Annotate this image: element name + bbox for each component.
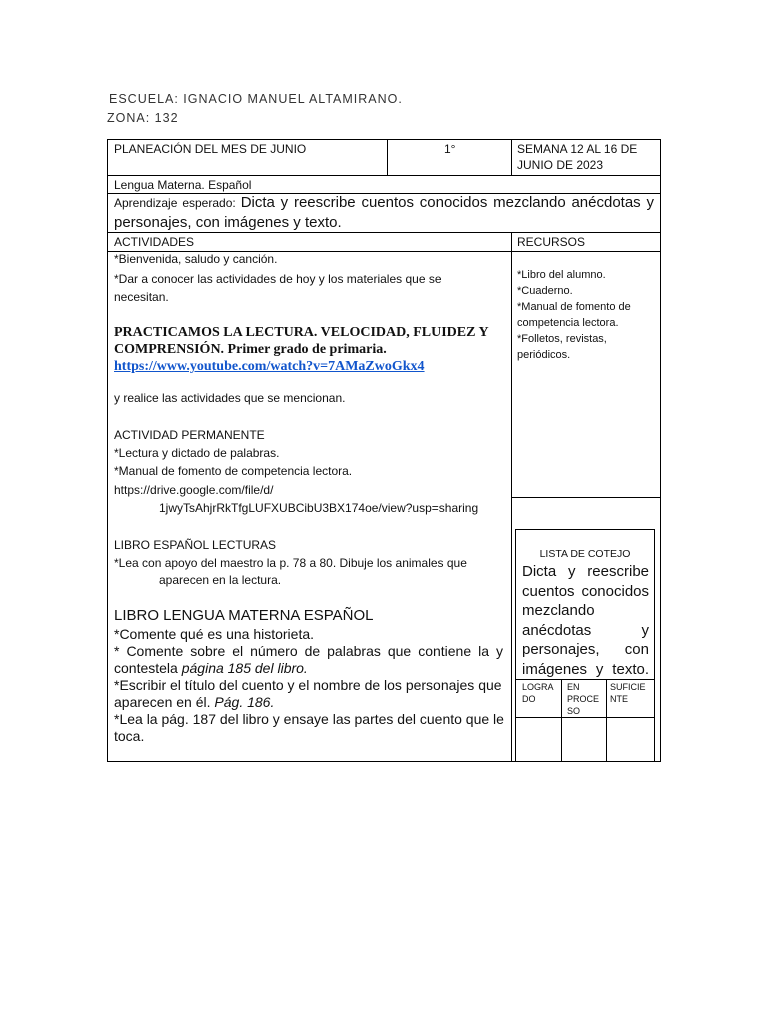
lengua-item-4a: *Lea la pág. 187 del libro y ensaye las partes del cuento que le — [114, 711, 504, 727]
lengua-item-3a: *Escribir el título del cuento y el nombre de los personajes que — [114, 677, 502, 693]
lengua-item-4b: toca. — [114, 728, 145, 744]
checklist — [515, 529, 655, 762]
activity-intro-2: necesitan. — [114, 290, 169, 304]
resources-list — [517, 267, 631, 363]
planning-table — [107, 139, 661, 762]
resource-item: *Folletos, revistas, — [517, 333, 607, 345]
col-suficiente: SUFICIE NTE — [610, 682, 646, 704]
lengua-title: LIBRO LENGUA MATERNA ESPAÑOL — [114, 607, 374, 624]
activity-realice: y realice las actividades que se mencionan. — [114, 391, 346, 405]
resource-item: *Manual de fomento de — [517, 301, 631, 313]
expected-learning-text: Dicta y reescribe cuentos conocidos mezclando anécdotas y personajes, con imágenes y texto. — [114, 194, 654, 231]
drive-link-2[interactable]: 1jwyTsAhjrRkTfgLUFXUBCibU3BX174oe/view?usp=sharing — [159, 501, 479, 515]
grade: 1° — [444, 142, 456, 156]
checklist-title: LISTA DE COTEJO — [539, 548, 631, 560]
activity-welcome: *Bienvenida, saludo y canción. — [114, 252, 278, 266]
lecturas-line-1: *Lea con apoyo del maestro la p. 78 a 80. Dibuje los animales que — [114, 556, 467, 570]
school-name: ESCUELA: IGNACIO MANUEL ALTAMIRANO. — [109, 92, 403, 106]
resource-item: *Libro del alumno. — [517, 269, 606, 281]
expected-learning — [114, 193, 654, 233]
lecturas-line-2: aparecen en la lectura. — [159, 573, 282, 587]
col-actividades: ACTIVIDADES — [114, 235, 195, 249]
expected-learning-label: Aprendizaje esperado: — [114, 196, 236, 210]
permanent-title: ACTIVIDAD PERMANENTE — [114, 428, 265, 442]
resource-item: periódicos. — [517, 349, 571, 361]
resource-item: *Cuaderno. — [517, 285, 573, 297]
lengua-item-1: *Comente qué es una historieta. — [114, 626, 315, 642]
checklist-description: Dicta y reescribe cuentos conocidos mezclando anécdotas y personajes, con imágenes y texto. — [522, 563, 649, 678]
practice-title-2: COMPRENSIÓN. Primer grado de primaria. — [114, 342, 387, 357]
col-logrado: LOGRA DO — [522, 682, 554, 704]
permanent-item-1: *Lectura y dictado de palabras. — [114, 446, 280, 460]
drive-link-1[interactable]: https://drive.google.com/file/d/ — [114, 483, 274, 497]
week-line1: SEMANA 12 AL 16 DE — [517, 142, 638, 156]
lengua-item-3b: aparecen en él. Pág. 186. — [114, 694, 275, 710]
permanent-item-2: *Manual de fomento de competencia lectora. — [114, 464, 353, 478]
week-line2: JUNIO DE 2023 — [517, 158, 604, 172]
col-en-proceso: EN PROCE SO — [567, 682, 600, 716]
subject: Lengua Materna. Español — [114, 178, 252, 192]
youtube-link[interactable]: https://www.youtube.com/watch?v=7AMaZwoGkx4 — [114, 359, 425, 374]
col-recursos: RECURSOS — [517, 235, 586, 249]
planeacion-title: PLANEACIÓN DEL MES DE JUNIO — [114, 142, 307, 156]
school-zone: ZONA: 132 — [107, 111, 179, 125]
lengua-item-2a: * Comente sobre el número de palabras que contiene la y — [114, 643, 503, 659]
lengua-item-2b: contestela página 185 del libro. — [114, 660, 308, 676]
practice-title-1: PRACTICAMOS LA LECTURA. VELOCIDAD, FLUIDEZ Y — [114, 325, 489, 340]
activity-intro-1: *Dar a conocer las actividades de hoy y los materiales que se — [114, 272, 442, 286]
lecturas-title: LIBRO ESPAÑOL LECTURAS — [114, 538, 277, 552]
resource-item: competencia lectora. — [517, 317, 619, 329]
